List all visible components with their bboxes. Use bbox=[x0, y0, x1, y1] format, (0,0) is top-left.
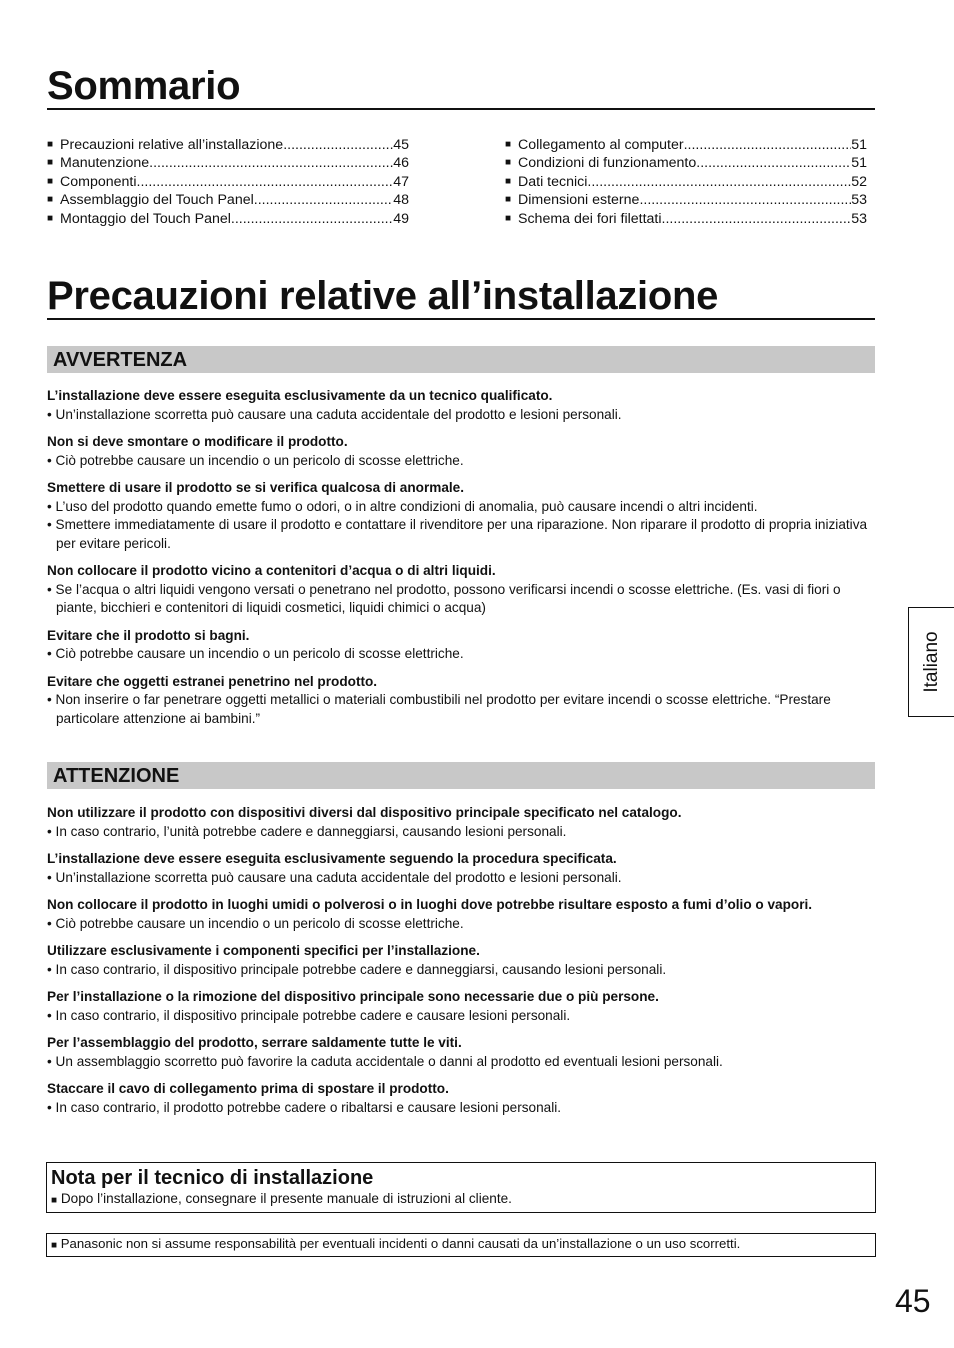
language-side-tab-label: Italiano bbox=[920, 631, 942, 693]
installer-note-box bbox=[46, 1162, 876, 1213]
caution-heading-band bbox=[47, 762, 875, 789]
caution-item: Utilizzare esclusivamente i componenti specifici per l’installazione. • In caso contrario, il dispositivo principale potrebbe cadere e danneggiarsi, causando lesioni personali. bbox=[47, 943, 667, 977]
toc-item[interactable]: ■ Dati tecnici ..... 52 bbox=[505, 173, 867, 191]
warning-item: Evitare che oggetti estranei penetrino nel prodotto. • Non inserire o far penetrare oggetti metallici o materiali combustibili nel prodotto per evitare incendi o scosse elettriche. “Prestare particolare attenzione ai bambini.” bbox=[47, 673, 831, 726]
caution-item: Per l’assemblaggio del prodotto, serrare saldamente tutte le viti. • Un assemblaggio scorretto può favorire la caduta accidentale o danni al prodotto ed eventuali lesioni personali. bbox=[47, 1035, 723, 1069]
caution-item: Non utilizzare il prodotto con dispositivi diversi dal dispositivo principale specificato nel catalogo. • In caso contrario, l’unità potrebbe cadere e danneggiarsi, causando lesioni personali. bbox=[47, 805, 682, 839]
precautions-title: Precauzioni relative all’installazione bbox=[47, 274, 719, 318]
toc-item[interactable]: ■ Condizioni di funzionamento ..... 51 bbox=[505, 154, 867, 172]
square-bullet-icon: ■ bbox=[47, 175, 54, 187]
warning-item: L’installazione deve essere eseguita esclusivamente da un tecnico qualificato. • Un’installazione scorretta può causare una caduta accidentale del prodotto e lesioni personali. bbox=[47, 388, 622, 422]
square-bullet-icon: ■ bbox=[505, 194, 512, 206]
square-bullet-icon: ■ bbox=[47, 139, 54, 150]
installer-note-text: ■ Dopo l’installazione, consegnare il presente manuale di istruzioni al cliente. bbox=[51, 1191, 512, 1206]
warning-item: Non si deve smontare o modificare il prodotto. • Ciò potrebbe causare un incendio o un pericolo di scosse elettriche. bbox=[47, 434, 464, 468]
precautions-rule bbox=[47, 318, 875, 320]
language-side-tab bbox=[908, 607, 954, 717]
warning-heading-band bbox=[47, 346, 875, 373]
square-bullet-icon: ■ bbox=[505, 175, 512, 187]
summary-rule bbox=[47, 108, 875, 110]
warning-section bbox=[47, 387, 877, 737]
installer-note-title: Nota per il tecnico di installazione bbox=[51, 1167, 374, 1189]
square-bullet-icon: ■ bbox=[51, 1195, 58, 1206]
caution-item: Non collocare il prodotto in luoghi umidi o polverosi o in luoghi dove potrebbe risultare esposto a fumi d’olio o vapori. • Ciò potrebbe causare un incendio o un pericolo di scosse elettriche. bbox=[47, 897, 813, 931]
toc-item[interactable]: ■ Componenti ..... 47 bbox=[47, 173, 409, 191]
warning-item: Non collocare il prodotto vicino a contenitori d’acqua o di altri liquidi. • Se l’acqua o altri liquidi vengono versati o penetrano nel prodotto, possono verificarsi incendi o scosse elettriche. (Es. vasi di fiori o piante, bicchieri e contenitori di liquidi cosmetici, liquidi chimici o acqua) bbox=[47, 563, 841, 615]
warning-item: Smettere di usare il prodotto se si verifica qualcosa di anormale. • L’uso del prodotto quando emette fumo o odori, o in altre condizioni di anomalia, può causare incendi o altri incidenti. • Smettere immediatamente di usare il prodotto e contattare il rivenditore per una riparazione. Non riparare il prodotto di propria iniziativa per evitare pericoli. bbox=[47, 480, 868, 551]
toc-right-column bbox=[505, 136, 867, 228]
summary-title: Sommario bbox=[47, 64, 241, 108]
toc-item[interactable]: ■ Assemblaggio del Touch Panel ..... 48 bbox=[47, 191, 409, 209]
warning-item: Evitare che il prodotto si bagni. • Ciò potrebbe causare un incendio o un pericolo di scosse elettriche. bbox=[47, 627, 464, 661]
caution-heading: ATTENZIONE bbox=[53, 765, 180, 787]
toc-item[interactable]: ■ Montaggio del Touch Panel ..... 49 bbox=[47, 210, 409, 228]
square-bullet-icon: ■ bbox=[505, 157, 512, 169]
square-bullet-icon: ■ bbox=[47, 157, 54, 169]
square-bullet-icon: ■ bbox=[505, 139, 512, 150]
square-bullet-icon: ■ bbox=[47, 212, 54, 224]
caution-section bbox=[47, 804, 877, 1126]
square-bullet-icon: ■ bbox=[51, 1240, 58, 1251]
toc-item[interactable]: ■ Manutenzione ..... 46 bbox=[47, 154, 409, 172]
square-bullet-icon: ■ bbox=[505, 212, 512, 224]
toc-item[interactable]: ■ Precauzioni relative all’installazione ..... 45 bbox=[47, 136, 409, 154]
toc-item[interactable]: ■ Schema dei fori filettati ..... 53 bbox=[505, 210, 867, 228]
caution-item: Staccare il cavo di collegamento prima di spostare il prodotto. • In caso contrario, il prodotto potrebbe cadere o ribaltarsi e causare lesioni personali. bbox=[47, 1081, 562, 1115]
page-number: 45 bbox=[895, 1283, 931, 1319]
toc-item[interactable]: ■ Dimensioni esterne ..... 53 bbox=[505, 191, 867, 209]
caution-item: L’installazione deve essere eseguita esclusivamente seguendo la procedura specificata. • Un’installazione scorretta può causare una caduta accidentale del prodotto e lesioni personali. bbox=[47, 851, 622, 885]
caution-item: Per l’installazione o la rimozione del dispositivo principale sono necessarie due o più persone. • In caso contrario, il dispositivo principale potrebbe cadere e causare lesioni personali. bbox=[47, 989, 659, 1023]
toc-item[interactable]: ■ Collegamento al computer ..... 51 bbox=[505, 136, 867, 154]
disclaimer-text: ■ Panasonic non si assume responsabilità per eventuali incidenti o danni causati da un’installazione o un uso scorretti. bbox=[51, 1236, 741, 1251]
disclaimer-box bbox=[46, 1233, 876, 1257]
warning-heading: AVVERTENZA bbox=[53, 349, 188, 371]
square-bullet-icon: ■ bbox=[47, 194, 54, 206]
toc-left-column bbox=[47, 136, 409, 228]
